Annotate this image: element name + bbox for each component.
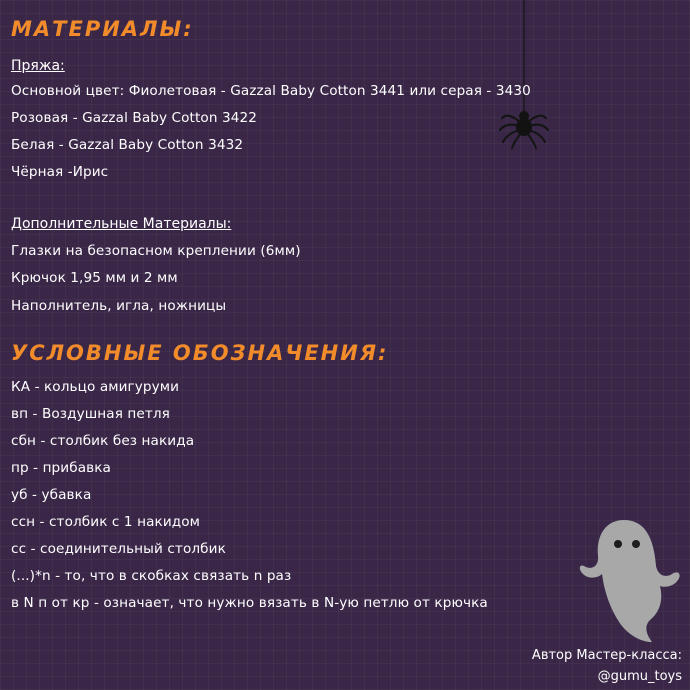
extra-materials-label: Дополнительные Материалы: xyxy=(11,216,232,232)
legend-line-vp: вп - Воздушная петля xyxy=(11,406,170,422)
yarn-label: Пряжа: xyxy=(11,58,65,74)
spider-icon xyxy=(494,0,554,150)
legend-line-pr: пр - прибавка xyxy=(11,460,111,476)
yarn-line-main: Основной цвет: Фиолетовая - Gazzal Baby Cotton 3441 или серая - 3430 xyxy=(11,83,531,99)
legend-line-ka: КА - кольцо амигуруми xyxy=(11,379,180,395)
author-handle: @gumu_toys xyxy=(597,669,682,684)
extra-line-hook: Крючок 1,95 мм и 2 мм xyxy=(11,270,178,286)
author-label: Автор Мастер-класса: xyxy=(531,648,682,663)
legend-line-n-loop: в N п от кр - означает, что нужно вязать в N-ую петлю от крючка xyxy=(11,595,488,611)
legend-line-repeat: (...)*n - то, что в скобках связать n раз xyxy=(11,568,292,584)
legend-line-ssn: ссн - столбик с 1 накидом xyxy=(11,514,201,530)
yarn-line-black: Чёрная -Ирис xyxy=(11,164,109,180)
yarn-line-pink: Розовая - Gazzal Baby Cotton 3422 xyxy=(11,110,257,126)
legend-heading: УСЛОВНЫЕ ОБОЗНАЧЕНИЯ: xyxy=(11,341,389,365)
legend-line-ub: уб - убавка xyxy=(11,487,92,503)
materials-heading: МАТЕРИАЛЫ: xyxy=(11,17,194,41)
legend-line-ss: сс - соединительный столбик xyxy=(11,541,226,557)
extra-line-tools: Наполнитель, игла, ножницы xyxy=(11,298,227,314)
legend-line-sbn: сбн - столбик без накида xyxy=(11,433,195,449)
ghost-icon xyxy=(578,516,684,644)
extra-line-eyes: Глазки на безопасном креплении (6мм) xyxy=(11,243,301,259)
yarn-line-white: Белая - Gazzal Baby Cotton 3432 xyxy=(11,137,244,153)
